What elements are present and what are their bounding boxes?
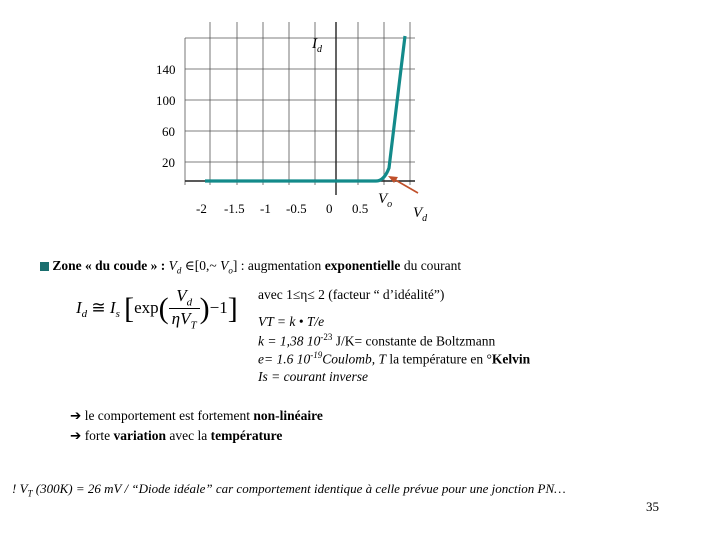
is-note: Is = courant inverse bbox=[258, 369, 368, 384]
vo-label: $V_o$ bbox=[378, 191, 393, 210]
zone-line: Zone « du coude » : $V_d$ ∈[0,~ $V_o$] : augmentation exponentielle du courant bbox=[40, 258, 461, 276]
vt-note: VT = k • T/e bbox=[258, 314, 325, 329]
y-tick: 100 bbox=[156, 93, 176, 108]
e-note: e= 1.6 $10^{-19}Coulomb$, T la température en °Kelvin bbox=[258, 350, 531, 367]
diode-formula: $I_d$ ≅ $I_s$ [exp( $\frac{V_d}{\eta V_T}$ )−1] bbox=[76, 286, 238, 332]
right-arrow-icon: ➔ bbox=[70, 408, 82, 423]
eta-note: avec 1≤η≤ 2 (facteur “ d’idéalité”) bbox=[258, 287, 445, 302]
x-tick: -2 bbox=[196, 201, 207, 216]
x-tick: -0.5 bbox=[286, 201, 307, 216]
y-tick: 60 bbox=[162, 124, 175, 139]
diode-curve bbox=[205, 36, 405, 181]
x-tick: 0 bbox=[326, 201, 333, 216]
knee-arrow-head bbox=[388, 176, 398, 183]
right-arrow-icon: ➔ bbox=[70, 428, 82, 443]
footer-note: ! $V_T$ (300K) = 26 mV / “Diode idéale” car comportement identique à celle prévue pour une jonction PN… bbox=[12, 481, 566, 499]
square-bullet-icon bbox=[40, 262, 49, 271]
k-note: k = 1,38 $10^{-23}$ J/K= constante de Boltzmann bbox=[258, 332, 496, 349]
knee-arrow bbox=[392, 178, 418, 193]
y-tick: 140 bbox=[156, 62, 176, 77]
nonlinear-line: ➔ le comportement est fortement non-linéaire bbox=[70, 408, 323, 423]
x-tick: -1 bbox=[260, 201, 271, 216]
page-number: 35 bbox=[646, 499, 659, 514]
temperature-line: ➔ forte variation avec la température bbox=[70, 428, 283, 443]
y-tick: 20 bbox=[162, 155, 175, 170]
id-axis-label: $I_d$ bbox=[312, 36, 322, 55]
x-tick: -1.5 bbox=[224, 201, 245, 216]
x-tick: 0.5 bbox=[352, 201, 369, 216]
vd-axis-label: $V_d$ bbox=[413, 205, 428, 224]
exponentielle-emph: exponentielle bbox=[324, 258, 401, 273]
zone-title: Zone « du coude » : bbox=[52, 258, 166, 273]
grid bbox=[185, 22, 415, 185]
